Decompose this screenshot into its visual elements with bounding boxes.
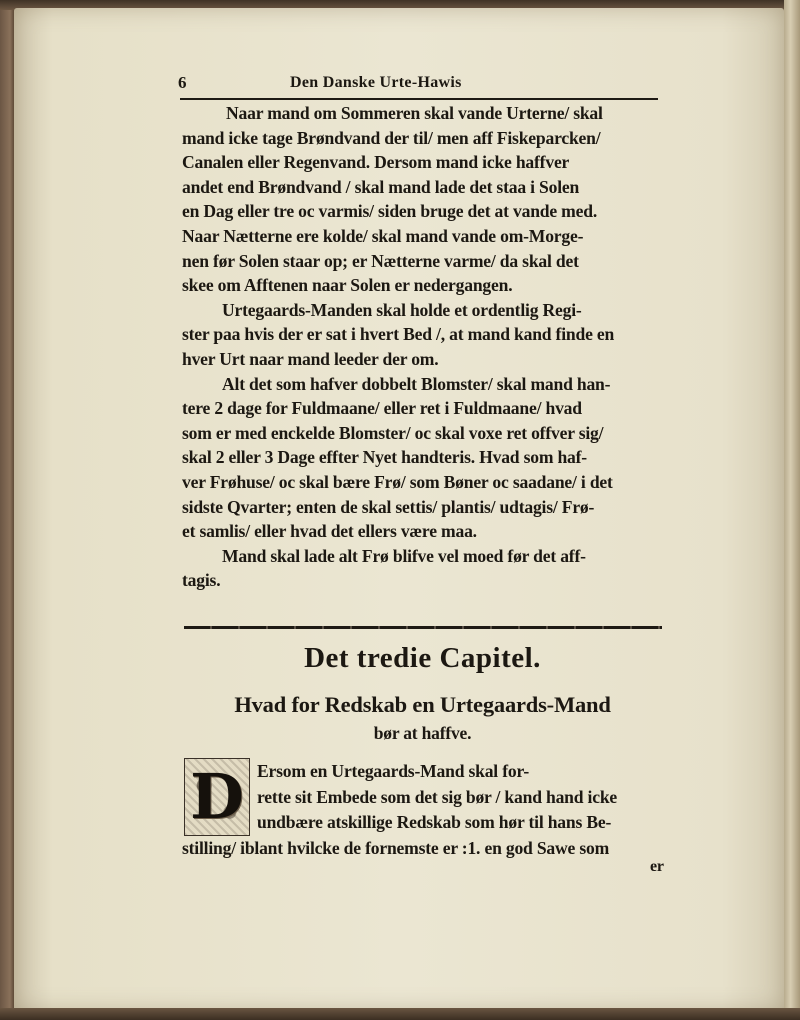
text-line: ster paa hvis der er sat i hvert Bed /, at mand kand finde en bbox=[182, 324, 615, 345]
section-divider bbox=[184, 626, 662, 629]
text-line: Ersom en Urtegaards-Mand skal for- bbox=[257, 761, 530, 781]
text-line: hver Urt naar mand leeder der om. bbox=[182, 348, 439, 369]
text-line: ver Frøhuse/ oc skal bære Frø/ som Bøner oc saadane/ i det bbox=[182, 471, 613, 492]
decorated-initial bbox=[184, 758, 250, 836]
catchword: er bbox=[650, 858, 664, 875]
drop-cap-letter: D bbox=[190, 760, 244, 833]
text-line: mand icke tage Brøndvand der til/ men aff Fiskeparcken/ bbox=[182, 127, 601, 148]
chapter-subtitle-continued: bør at haffve. bbox=[373, 723, 472, 743]
text-line: skal 2 eller 3 Dage effter Nyet handteris. Hvad som haf- bbox=[182, 447, 587, 468]
text-line: tagis. bbox=[182, 570, 221, 591]
running-head: Den Danske Urte-Hawis bbox=[290, 74, 462, 91]
chapter-paragraph bbox=[182, 759, 667, 861]
text-line: sidste Qvarter; enten de skal settis/ plantis/ udtagis/ Frø- bbox=[182, 496, 595, 517]
text-line: rette sit Embede som det sig bør / kand hand icke bbox=[257, 786, 618, 807]
text-line: Naar Nætterne ere kolde/ skal mand vande om-Morge- bbox=[182, 225, 584, 246]
right-edge bbox=[784, 0, 800, 1020]
header-rule bbox=[180, 98, 658, 100]
text-line: undbære atskillige Redskab som hør til hans Be- bbox=[257, 812, 612, 832]
text-line: Canalen eller Regenvand. Dersom mand icke haffver bbox=[182, 152, 570, 173]
text-line: Mand skal lade alt Frø blifve vel moed før det aff- bbox=[222, 545, 586, 566]
body-text bbox=[182, 101, 660, 593]
text-line: en Dag eller tre oc varmis/ siden bruge det at vande med. bbox=[182, 201, 598, 222]
text-line: andet end Brøndvand / skal mand lade det staa i Solen bbox=[182, 176, 580, 197]
text-line: stilling/ iblant hvilcke de fornemste er :1. en god Sawe som bbox=[182, 837, 610, 858]
text-line: skee om Afftenen naar Solen er nedergangen. bbox=[182, 275, 513, 296]
chapter-subtitle: Hvad for Redskab en Urtegaards-Mand bbox=[234, 692, 611, 717]
text-line: nen før Solen staar op; er Nætterne varme/ da skal det bbox=[182, 250, 579, 271]
bottom-edge bbox=[0, 1008, 800, 1020]
chapter-title: Det tredie Capitel. bbox=[304, 642, 541, 674]
text-line: Alt det som hafver dobbelt Blomster/ skal mand han- bbox=[222, 373, 611, 394]
text-line: tere 2 dage for Fuldmaane/ eller ret i Fuldmaane/ hvad bbox=[182, 398, 582, 419]
text-line: Urtegaards-Manden skal holde et ordentlig Regi- bbox=[222, 299, 582, 320]
text-line: et samlis/ eller hvad det ellers være maa. bbox=[182, 521, 477, 542]
text-line: Naar mand om Sommeren skal vande Urterne/ skal bbox=[226, 103, 603, 123]
page-number: 6 bbox=[178, 73, 187, 92]
text-line: som er med enckelde Blomster/ oc skal voxe ret offver sig/ bbox=[182, 422, 604, 443]
